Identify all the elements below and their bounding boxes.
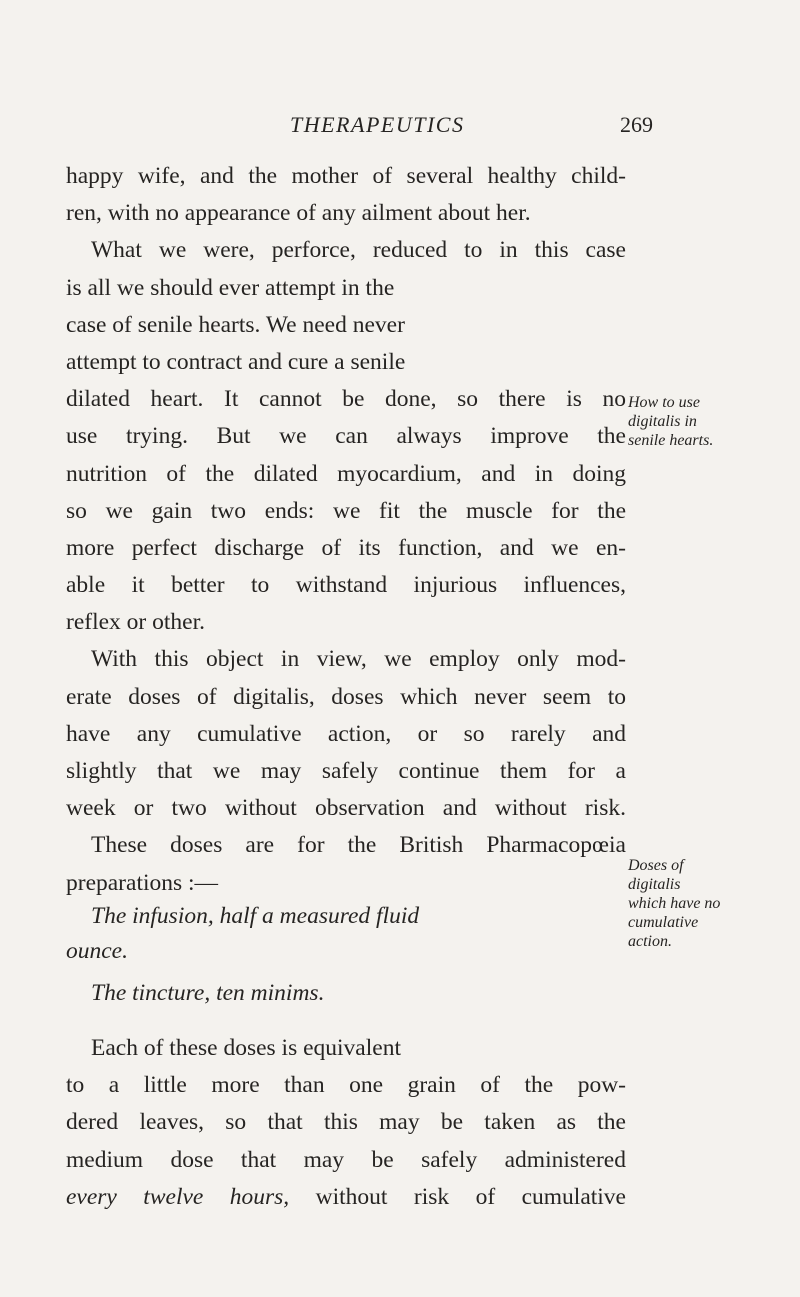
margin-note-line: How to use	[628, 394, 700, 411]
text-line: dered leaves, so that this may be taken as the	[66, 1109, 626, 1136]
margin-note-doses	[628, 856, 720, 951]
text-line: able it better to withstand injurious influences,	[66, 572, 626, 599]
margin-note-line: digitalis	[628, 876, 681, 893]
formula-tincture: The tincture, ten minims.	[91, 980, 325, 1006]
margin-note-line: cumulative	[628, 914, 699, 931]
text-line: Each of these doses is equivalent	[91, 1035, 401, 1061]
running-header	[0, 112, 800, 142]
text-line: week or two without observation and without risk.	[66, 795, 626, 822]
body-text-top	[66, 158, 626, 902]
text-line: What we were, perforce, reduced to in this case	[91, 237, 626, 264]
text-line: reflex or other.	[66, 609, 205, 636]
margin-note-line: senile hearts.	[628, 432, 714, 449]
text-line: erate doses of digitalis, doses which never seem to	[66, 683, 626, 710]
formula-infusion-line1: The infusion, half a measured fluid	[91, 903, 420, 929]
formula-infusion-line2: ounce.	[66, 938, 128, 964]
text-line: more perfect discharge of its function, and we en-	[66, 534, 626, 561]
margin-note-line: digitalis in	[628, 413, 697, 430]
page-number: 269	[620, 112, 653, 137]
margin-note-line: Doses of	[628, 857, 684, 874]
margin-note-line: which have no	[628, 895, 721, 912]
text-line: With this object in view, we employ only mod-	[91, 646, 626, 673]
body-text-bottom	[66, 1030, 626, 1216]
margin-note-senile-hearts	[628, 393, 713, 450]
margin-note-line: action.	[628, 933, 672, 950]
text-line: medium dose that may be safely administered	[66, 1146, 626, 1173]
text-line: dilated heart. It cannot be done, so there is no	[66, 386, 626, 413]
text-line: have any cumulative action, or so rarely and	[66, 720, 626, 747]
text-line: happy wife, and the mother of several healthy child-	[66, 163, 626, 189]
text-line: case of senile hearts. We need never	[66, 311, 405, 338]
text-line: nutrition of the dilated myocardium, and in doing	[66, 460, 626, 487]
text-line: preparations :—	[66, 869, 219, 896]
text-line: attempt to contract and cure a senile	[66, 348, 406, 375]
running-title: THERAPEUTICS	[290, 112, 465, 137]
text-line: These doses are for the British Pharmacopœia	[91, 832, 626, 859]
text-line: slightly that we may safely continue them for a	[66, 758, 626, 784]
text-line: is all we should ever attempt in the	[66, 274, 395, 301]
text-line: use trying. But we can always improve the	[66, 423, 626, 450]
text-line-last	[66, 1179, 626, 1216]
text-line: ren, with no appearance of any ailment about her.	[66, 200, 531, 227]
emphasis-text: every twelve hours,	[66, 1183, 290, 1210]
text-fragment: without risk of cumulative	[289, 1183, 626, 1210]
text-line: so we gain two ends: we fit the muscle for the	[66, 497, 626, 524]
text-line: to a little more than one grain of the pow-	[66, 1072, 626, 1099]
